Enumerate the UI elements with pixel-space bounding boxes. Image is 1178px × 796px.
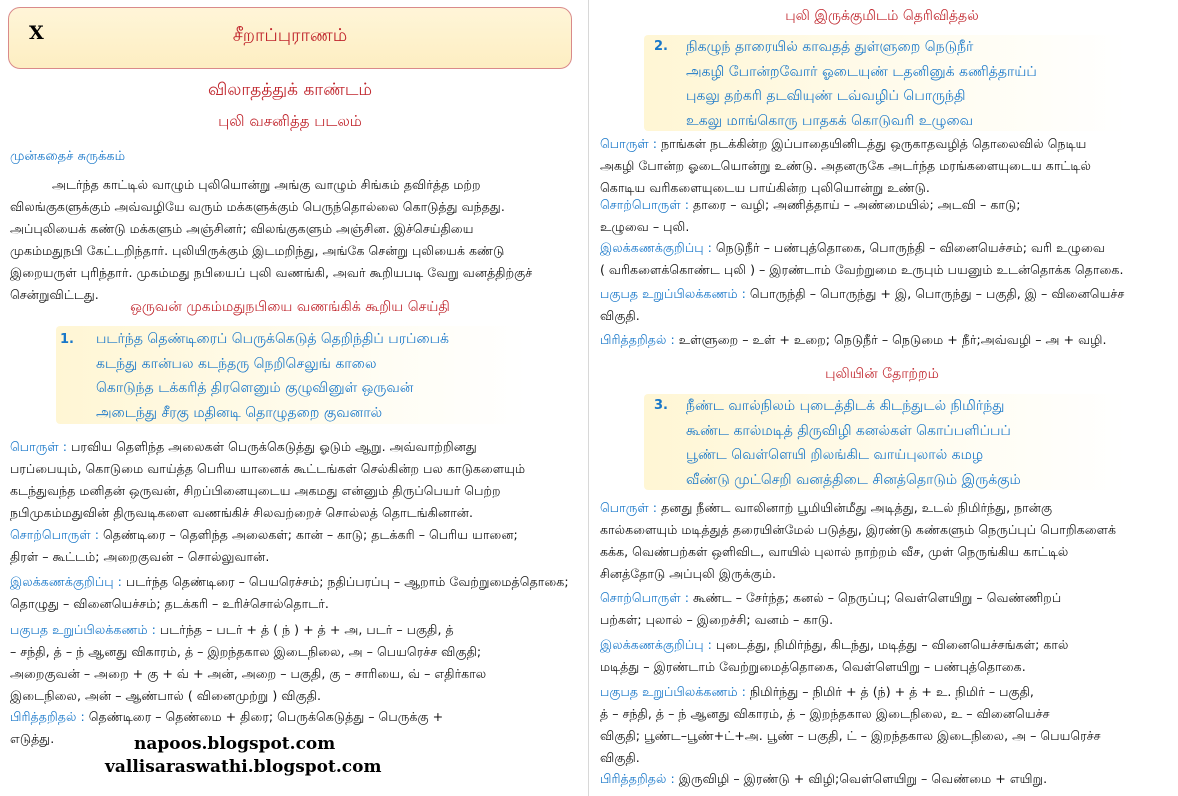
word-split-line: தெண்டிரை – தெண்மை + திரை; பெருக்கெடுத்து – பெருக்கு + <box>88 709 444 724</box>
morphology-label: பகுபத உறுப்பிலக்கணம் : <box>600 684 746 699</box>
meaning-line: கக்க, வெண்பற்கள் ஒளிவிட, வாயில் புலால் நாற்றம் வீச, முள் நெருங்கிய காட்டில் <box>600 544 1069 559</box>
summary-line: அப்புலியைக் கண்டு மக்களும் அஞ்சினர்; விலங்குகளும் அஞ்சின. இச்செய்தியை <box>10 221 474 236</box>
grammar-note-label: இலக்கணக்குறிப்பு : <box>10 574 122 589</box>
verse-number: 1. <box>60 332 74 347</box>
verse-lines <box>686 35 1037 133</box>
summary-line: சென்றுவிட்டது. <box>10 287 99 302</box>
grammar-note-block <box>600 237 1174 281</box>
verse-number: 3. <box>654 398 668 413</box>
morphology-block <box>600 681 1174 769</box>
morphology-line: பொருந்தி – பொருந்து + இ, பொருந்து – பகுதி, இ – வினையெச்ச <box>749 286 1125 301</box>
word-meaning-label: சொற்பொருள் : <box>10 527 99 542</box>
summary-line: முகம்மதுநபி கேட்டறிந்தார். புலியிருக்கும் இடமறிந்து, அங்கே சென்று புலியைக் கண்டு <box>10 243 505 258</box>
verse-lines <box>686 394 1021 492</box>
word-split-line: இருவிழி – இரண்டு + விழி;வெள்ளெயிறு – வெண்மை + எயிறு. <box>678 771 1048 786</box>
word-meaning-line: தாரை – வழி; அணித்தாய் – அண்மையில்; அடவி – காடு; <box>692 197 1021 212</box>
summary-paragraph <box>10 174 582 306</box>
morphology-line: அறைகுவன் – அறை + கு + வ் + அன், அறை – பகுதி, கு – சாரியை, வ் – எதிர்கால <box>10 666 487 681</box>
poem-verse-1 <box>56 326 526 424</box>
grammar-note-line: நெடுநீர் – பண்புத்தொகை, பொருந்தி – வினையெச்சம்; வரி உழுவை <box>715 240 1105 255</box>
poem-verse-3 <box>644 394 1126 490</box>
morphology-line: நிமிர்ந்து – நிமிர் + த் (ந்) + த் + உ. நிமிர் – பகுதி, <box>749 684 1034 699</box>
word-split-label: பிரித்தறிதல் : <box>600 332 675 347</box>
grammar-note-block <box>600 634 1174 678</box>
morphology-line: விகுதி; பூண்ட–பூண்+ட்+அ. பூண் – பகுதி, ட் – இறந்தகால இடைநிலை, அ – பெயரெச்ச <box>600 728 1101 743</box>
meaning-label: பொருள் : <box>10 439 68 454</box>
morphology-line: இடைநிலை, அன் – ஆண்பால் ( வினைமுற்று ) விகுதி. <box>10 688 322 703</box>
grammar-note-line: புடைத்து, நிமிர்ந்து, கிடந்து, மடித்து – வினையெச்சங்கள்; கால் <box>715 637 1069 652</box>
morphology-label: பகுபத உறுப்பிலக்கணம் : <box>10 622 156 637</box>
footer-link[interactable]: napoos.blogspot.com <box>134 734 336 754</box>
morphology-block <box>10 619 582 707</box>
poem-verse-2 <box>644 35 1126 131</box>
grammar-note-line: மடித்து – இரண்டாம் வேற்றுமைத்தொகை, வெள்ளெயிறு – பண்புத்தொகை. <box>600 659 1026 674</box>
meaning-line: நாங்கள் நடக்கின்ற இப்பாதையினிடத்து ஒருகாதவழித் தொலைவில் நெடிய <box>661 136 1087 151</box>
morphology-line: – சந்தி, த் – ந் ஆனது விகாரம், த் – இறந்தகால இடைநிலை, அ – பெயரெச்ச விகுதி; <box>10 644 482 659</box>
chapter-title: புலி வசனித்த படலம் <box>218 112 362 130</box>
summary-heading: முன்கதைச் சுருக்கம் <box>10 149 126 164</box>
column-divider <box>588 0 589 796</box>
verse-lines <box>96 327 449 425</box>
word-meaning-label: சொற்பொருள் : <box>600 590 689 605</box>
meaning-line: பரவிய தெளிந்த அலைகள் பெருக்கெடுத்து ஓடும் ஆறு. அவ்வாற்றினது <box>71 439 477 454</box>
summary-line: விலங்குகளுக்கும் அவ்வழியே வரும் மக்களுக்கும் பெருந்தொல்லை கொடுத்து வந்தது. <box>10 199 505 214</box>
verse-line: படர்ந்த தெண்டிரைப் பெருக்கெடுத் தெறிந்திப் பரப்பைக் <box>96 331 449 347</box>
meaning-line: கால்களையும் மடித்துத் தரையின்மேல் படுத்து, இரண்டு கண்களும் நெருப்புப் பொறிகளைக் <box>600 522 1117 537</box>
morphology-line: படர்ந்த – படர் + த் ( ந் ) + த் + அ, படர் – பகுதி, த் <box>159 622 454 637</box>
word-split-block <box>600 329 1174 351</box>
grammar-note-line: படர்ந்த தெண்டிரை – பெயரெச்சம்; நதிப்பரப்பு – ஆறாம் வேற்றுமைத்தொகை; <box>125 574 569 589</box>
section-heading: புலியின் தோற்றம் <box>825 366 939 382</box>
verse-number: 2. <box>654 39 668 54</box>
meaning-line: கொடிய வரிகளையுடைய பாய்கின்ற புலியொன்று உண்டு. <box>600 180 930 195</box>
morphology-label: பகுபத உறுப்பிலக்கணம் : <box>600 286 746 301</box>
verse-line: உகலு மாங்கொரு பாதகக் கொடுவரி உழுவை <box>686 112 974 129</box>
word-meaning-block <box>600 587 1174 631</box>
verse-line: புகலு தற்கரி தடவியுண் டவ்வழிப் பொருந்தி <box>686 88 966 104</box>
meaning-block <box>600 133 1174 199</box>
word-meaning-label: சொற்பொருள் : <box>600 197 689 212</box>
verse-line: அகழி போன்றவோர் ஓடையுண் டதனினுக் கணித்தாய்ப் <box>686 63 1037 80</box>
footer-link[interactable]: vallisaraswathi.blogspot.com <box>105 757 382 777</box>
meaning-line: சினத்தோடு அப்புலி இருக்கும். <box>600 566 777 581</box>
word-meaning-line: கூண்ட – சேர்ந்த; கனல் – நெருப்பு; வெள்ளெயிறு – வெண்ணிறப் <box>692 590 1062 605</box>
grammar-note-line: ( வரிகளைக்கொண்ட புலி ) – இரண்டாம் வேற்றுமை உருபும் பயனும் உடன்தொக்க தொகை. <box>600 262 1124 277</box>
word-meaning-line: திரள் – கூட்டம்; அறைகுவன் – சொல்லுவான். <box>10 549 270 564</box>
grammar-note-line: தொழுது – வினையெச்சம்; தடக்கரி – உரிச்சொல்தொடர். <box>10 596 329 611</box>
meaning-line: தனது நீண்ட வாலினாற் பூமியின்மீது அடித்து, உடல் நிமிர்ந்து, நான்கு <box>661 500 1053 515</box>
word-meaning-block <box>10 524 582 568</box>
verse-line: வீண்டு முட்செறி வனத்திடை சினத்தொடும் இருக்கும் <box>686 471 1021 488</box>
summary-line: இறையருள் புரிந்தார். முகம்மது நபியைப் புலி வணங்கி, அவர் கூறியபடி வேறு வனத்திற்குச் <box>10 265 533 280</box>
morphology-line: விகுதி. <box>600 750 640 765</box>
meaning-line: கடந்துவந்த மனிதன் ஒருவன், சிறப்பினையுடைய அகமது என்னும் திருப்பெயர் பெற்ற <box>10 483 501 498</box>
verse-line: கூண்ட கால்மடித் திருவிழி கனல்கள் கொப்பளிப்பப் <box>686 422 1011 439</box>
summary-line: அடர்ந்த காட்டில் வாழும் புலியொன்று அங்கு வாழும் சிங்கம் தவிர்த்த மற்ற <box>52 177 481 192</box>
section-title: விலாதத்துக் காண்டம் <box>207 80 373 100</box>
section-heading: புலி இருக்குமிடம் தெரிவித்தல் <box>785 8 979 24</box>
grammar-note-block <box>10 571 582 615</box>
morphology-line: விகுதி. <box>600 308 640 323</box>
title-banner <box>8 7 572 69</box>
meaning-line: அகழி போன்ற ஓடையொன்று உண்டு. அதனருகே அடர்ந்த மரங்களையுடைய காட்டில் <box>600 158 1091 173</box>
word-split-label: பிரித்தறிதல் : <box>10 709 85 724</box>
meaning-block <box>10 436 582 524</box>
word-split-label: பிரித்தறிதல் : <box>600 771 675 786</box>
verse-line: கடந்து கான்பல கடந்தரு நெறிசெலுங் காலை <box>96 355 377 372</box>
word-meaning-line: தெண்டிரை – தெளிந்த அலைகள்; கான் – காடு; தடக்கரி – பெரிய யானை; <box>102 527 518 542</box>
word-split-block <box>600 768 1174 790</box>
verse-line: கொடுந்த டக்கரித் திரளெனும் குழுவினுள் ஒருவன் <box>96 380 414 396</box>
verse-line: நிகழுந் தாரையில் காவதத் துள்ளுறை நெடுநீர் <box>686 39 974 55</box>
poem-subheading: ஒருவன் முகம்மதுநபியை வணங்கிக் கூறிய செய்தி <box>130 299 450 315</box>
morphology-line: த் – சந்தி, த் – ந் ஆனது விகாரம், த் – இறந்தகால இடைநிலை, உ – வினையெச்ச <box>600 706 1050 721</box>
meaning-line: பரப்பையும், கொடுமை வாய்த்த பெரிய யானைக் கூட்டங்கள் செல்கின்ற பல காடுகளையும் <box>10 461 526 476</box>
close-button[interactable]: X <box>29 22 44 44</box>
book-title: சீறாப்புராணம் <box>232 25 348 46</box>
meaning-label: பொருள் : <box>600 136 658 151</box>
verse-line: அடைந்து சீரகு மதினடி தொழுதறை குவனால் <box>96 404 383 421</box>
meaning-label: பொருள் : <box>600 500 658 515</box>
grammar-note-label: இலக்கணக்குறிப்பு : <box>600 240 712 255</box>
morphology-block <box>600 283 1174 327</box>
word-meaning-line: பற்கள்; புலால் – இறைச்சி; வனம் – காடு. <box>600 612 834 627</box>
word-meaning-line: உழுவை – புலி. <box>600 219 690 234</box>
word-meaning-block <box>600 194 1174 238</box>
verse-line: பூண்ட வெள்ளெயி றிலங்கிட வாய்புலால் கமழ <box>686 447 984 463</box>
meaning-line: நபிமுகம்மதுவின் திருவடிகளை வணங்கிச் சிலவற்றைச் சொல்லத் தொடங்கினான். <box>10 505 473 520</box>
word-split-line: உள்ளுறை – உள் + உறை; நெடுநீர் – நெடுமை + நீர்;அவ்வழி – அ + வழி. <box>678 332 1107 347</box>
verse-line: நீண்ட வால்நிலம் புடைத்திடக் கிடந்துடல் நிமிர்ந்து <box>686 398 1005 414</box>
grammar-note-label: இலக்கணக்குறிப்பு : <box>600 637 712 652</box>
meaning-block <box>600 497 1174 585</box>
word-split-line: எடுத்து. <box>10 731 55 746</box>
